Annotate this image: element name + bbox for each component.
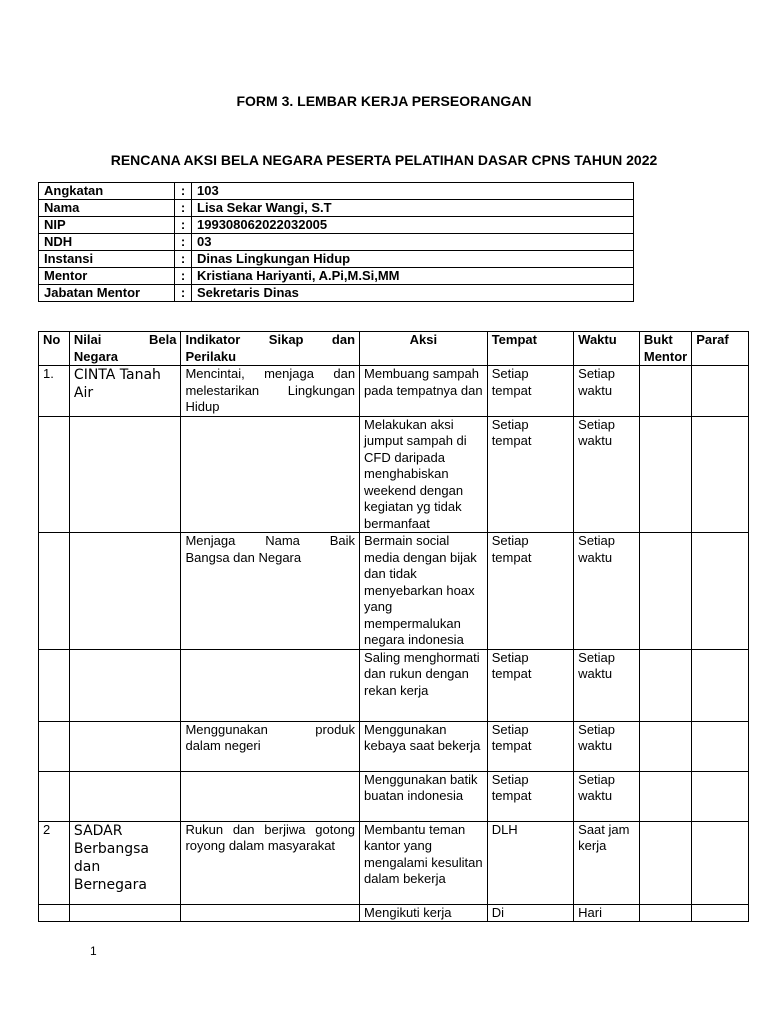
info-row [39, 183, 634, 200]
info-separator: : [175, 251, 192, 268]
cell-tempat: Di [487, 904, 573, 922]
table-row [39, 904, 749, 922]
info-separator: : [175, 183, 192, 200]
cell-indikator [181, 416, 360, 533]
cell-bukti [639, 649, 691, 721]
cell-aksi: Menggunakan batik buatan indonesia [360, 771, 488, 821]
header-no: No [39, 332, 70, 366]
cell-bukti [639, 904, 691, 922]
cell-tempat: Setiap tempat [487, 533, 573, 650]
cell-waktu: Setiap waktu [574, 416, 640, 533]
cell-aksi: Membantu teman kantor yang mengalami kesulitan dalam bekerja [360, 821, 488, 904]
info-label: NDH [39, 234, 175, 251]
cell-no [39, 904, 70, 922]
cell-bukti [639, 771, 691, 821]
cell-aksi: Saling menghormati dan rukun dengan rekan kerja [360, 649, 488, 721]
cell-indikator: Rukun dan berjiwa gotong royong dalam masyarakat [181, 821, 360, 904]
cell-nilai [69, 533, 181, 650]
cell-indikator [181, 721, 360, 771]
cell-paraf [692, 721, 749, 771]
info-value: 03 [192, 234, 634, 251]
indikator-line: Mencintai, menjaga dan [185, 366, 356, 381]
table-row [39, 649, 749, 721]
cell-waktu: Setiap waktu [574, 721, 640, 771]
info-label: Instansi [39, 251, 175, 268]
cell-nilai [69, 771, 181, 821]
info-label: Jabatan Mentor [39, 285, 175, 302]
cell-no [39, 771, 70, 821]
cell-paraf [692, 904, 749, 922]
cell-indikator [181, 649, 360, 721]
cell-no [39, 533, 70, 650]
cell-nilai [69, 649, 181, 721]
header-nilai [69, 332, 181, 366]
cell-indikator [181, 904, 360, 922]
table-header-row [39, 332, 749, 366]
cell-aksi: Mengikuti kerja [360, 904, 488, 922]
table-row [39, 416, 749, 533]
action-plan-table [38, 331, 749, 922]
cell-paraf [692, 366, 749, 417]
cell-indikator [181, 366, 360, 417]
info-value: Sekretaris Dinas [192, 285, 634, 302]
header-nilai-line2: Negara [73, 348, 118, 364]
header-indikator-line1: Indikator Sikap dan [185, 332, 356, 347]
table-row [39, 821, 749, 904]
header-paraf: Paraf [692, 332, 749, 366]
info-label: Angkatan [39, 183, 175, 200]
cell-bukti [639, 416, 691, 533]
cell-paraf [692, 649, 749, 721]
cell-paraf [692, 771, 749, 821]
participant-info-table [38, 182, 634, 302]
cell-bukti [639, 821, 691, 904]
cell-nilai: CINTA Tanah Air [69, 366, 181, 417]
cell-tempat: Setiap tempat [487, 649, 573, 721]
cell-paraf [692, 533, 749, 650]
cell-no [39, 416, 70, 533]
info-value: Kristiana Hariyanti, A.Pi,M.Si,MM [192, 268, 634, 285]
info-row [39, 251, 634, 268]
cell-waktu: Saat jam kerja [574, 821, 640, 904]
info-value: 103 [192, 183, 634, 200]
table-row [39, 366, 749, 417]
table-row [39, 533, 749, 650]
info-value: 199308062022032005 [192, 217, 634, 234]
cell-waktu: Setiap waktu [574, 533, 640, 650]
info-separator: : [175, 200, 192, 217]
cell-tempat: Setiap tempat [487, 366, 573, 417]
cell-bukti [639, 533, 691, 650]
cell-paraf [692, 416, 749, 533]
info-value: Dinas Lingkungan Hidup [192, 251, 634, 268]
indikator-line: melestarikan Lingkungan [185, 382, 356, 398]
cell-tempat: Setiap tempat [487, 416, 573, 533]
header-bukti-line2: Mentor [643, 348, 688, 364]
cell-waktu: Hari [574, 904, 640, 922]
cell-tempat: Setiap tempat [487, 721, 573, 771]
header-bukti-line1: Bukt [643, 332, 673, 347]
cell-aksi: Menggunakan kebaya saat bekerja [360, 721, 488, 771]
indikator-line: Hidup [185, 399, 220, 414]
cell-indikator [181, 771, 360, 821]
indikator-line: Menjaga Nama Baik [185, 533, 356, 548]
info-value: Lisa Sekar Wangi, S.T [192, 200, 634, 217]
info-separator: : [175, 268, 192, 285]
info-separator: : [175, 217, 192, 234]
form-title: FORM 3. LEMBAR KERJA PERSEORANGAN [236, 93, 532, 109]
info-row [39, 234, 634, 251]
form-subtitle: RENCANA AKSI BELA NEGARA PESERTA PELATIHAN DASAR CPNS TAHUN 2022 [110, 152, 658, 168]
cell-nilai [69, 416, 181, 533]
header-waktu: Waktu [574, 332, 640, 366]
cell-nilai [69, 721, 181, 771]
cell-no: 1. [39, 366, 70, 417]
info-label: Mentor [39, 268, 175, 285]
indikator-line: dalam negeri [185, 738, 261, 753]
indikator-line: Bangsa dan Negara [185, 549, 302, 565]
cell-no [39, 721, 70, 771]
cell-waktu: Setiap waktu [574, 366, 640, 417]
table-row [39, 721, 749, 771]
info-label: Nama [39, 200, 175, 217]
cell-waktu: Setiap waktu [574, 649, 640, 721]
header-bukti [639, 332, 691, 366]
cell-paraf [692, 821, 749, 904]
info-separator: : [175, 234, 192, 251]
cell-tempat: Setiap tempat [487, 771, 573, 821]
cell-nilai: SADAR Berbangsa dan Bernegara [69, 821, 181, 904]
cell-bukti [639, 366, 691, 417]
info-row [39, 268, 634, 285]
cell-bukti [639, 721, 691, 771]
header-indikator [181, 332, 360, 366]
info-separator: : [175, 285, 192, 302]
cell-nilai [69, 904, 181, 922]
info-row [39, 217, 634, 234]
cell-tempat: DLH [487, 821, 573, 904]
cell-waktu: Setiap waktu [574, 771, 640, 821]
cell-indikator [181, 533, 360, 650]
header-indikator-line2: Perilaku [185, 348, 237, 364]
header-tempat: Tempat [487, 332, 573, 366]
header-aksi: Aksi [360, 332, 488, 366]
table-row [39, 771, 749, 821]
cell-aksi: Membuang sampah pada tempatnya dan [360, 366, 488, 417]
page-number: 1 [90, 944, 97, 958]
cell-aksi: Melakukan aksi jumput sampah di CFD daripada menghabiskan weekend dengan kegiatan yg tidak bermanfaat [360, 416, 488, 533]
info-row [39, 285, 634, 302]
cell-no: 2 [39, 821, 70, 904]
header-nilai-line1: Nilai Bela [73, 332, 177, 347]
cell-aksi: Bermain social media dengan bijak dan tidak menyebarkan hoax yang mempermalukan negara indonesia [360, 533, 488, 650]
info-row [39, 200, 634, 217]
info-label: NIP [39, 217, 175, 234]
indikator-line: Menggunakan produk [185, 721, 356, 737]
cell-no [39, 649, 70, 721]
